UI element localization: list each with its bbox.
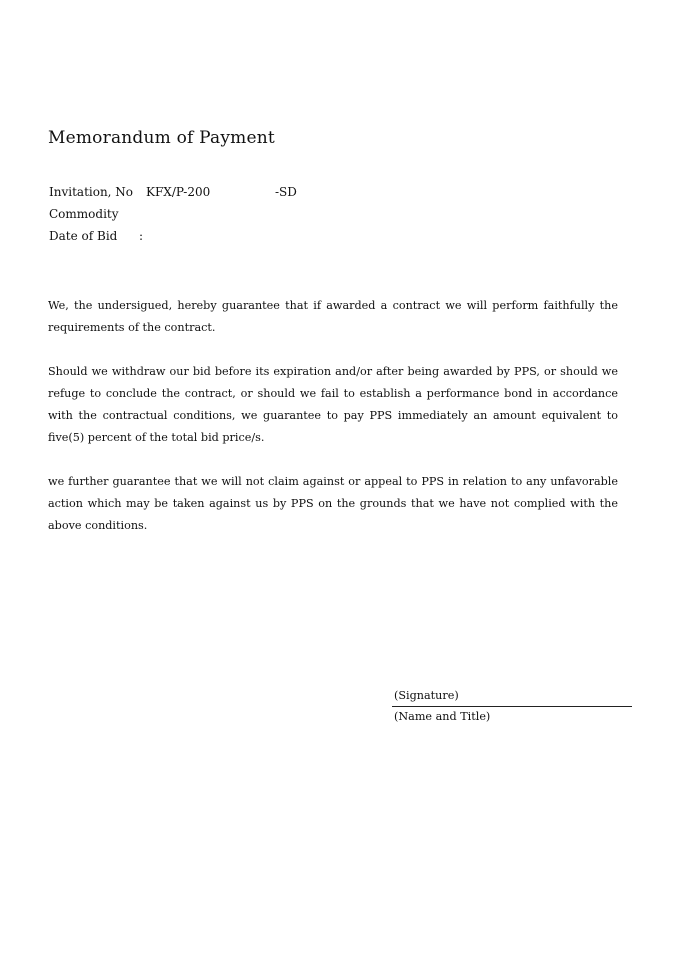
invitation-number-field (49, 185, 297, 199)
guarantee-paragraph: We, the undersigued, hereby guarantee that if awarded a contract we will perform faithfully the requirements of the contract. (48, 299, 618, 334)
signature-label: (Signature) (394, 689, 459, 702)
document-title: Memorandum of Payment (48, 128, 275, 148)
withdrawal-paragraph: Should we withdraw our bid before its expiration and/or after being awarded by PPS, or should we refuge to conclude the contract, or should we fail to establish a performance bond in accordance with the contractual conditions, we guarantee to pay PPS immediately an amount equivalent to five(5) percent of the total bid price/s. (48, 365, 618, 444)
date-of-bid-colon: : (139, 229, 144, 243)
invitation-value: KFX/P-200 (146, 185, 211, 199)
no-claim-paragraph: we further guarantee that we will not claim against or appeal to PPS in relation to any unfavorable action which may be taken against us by PPS on the grounds that we have not complied with the above conditions. (48, 475, 618, 532)
commodity-field (49, 207, 119, 221)
commodity-label: Commodity (49, 207, 119, 221)
signature-line (392, 706, 632, 707)
invitation-suffix: -SD (275, 185, 297, 199)
name-and-title-label: (Name and Title) (394, 710, 491, 723)
invitation-label: Invitation, No (49, 185, 134, 199)
date-of-bid-label: Date of Bid (49, 229, 118, 243)
signature-block (392, 687, 632, 725)
date-of-bid-field (49, 229, 144, 243)
